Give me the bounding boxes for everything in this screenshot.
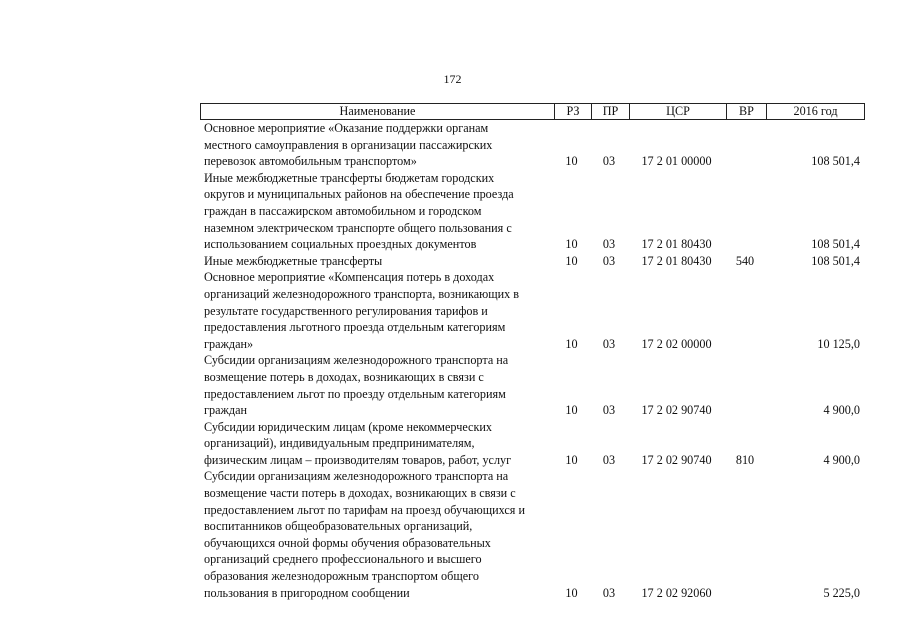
row-rz: 10 (565, 452, 578, 467)
row-name: Основное мероприятие «Оказание поддержки органам местного самоуправления в организации пассажирских перевозок автомобильным транспортом» (204, 121, 493, 169)
row-vr: 540 (735, 253, 755, 268)
row-rz: 10 (565, 253, 578, 268)
header-pr: ПР (591, 104, 629, 119)
row-name: Иные межбюджетные трансферты (204, 253, 383, 268)
table-row (200, 170, 865, 253)
header-vr: ВР (726, 104, 766, 119)
header-csr: ЦСР (629, 104, 726, 119)
row-name: Субсидии организациям железнодорожного транспорта на возмещение потерь в доходах, возникающих в связи с предоставлением льгот по проезду отдельным категориям граждан (204, 353, 509, 418)
row-pr: 03 (602, 585, 616, 600)
table-header (200, 103, 865, 120)
row-pr: 03 (602, 237, 616, 252)
row-name: Субсидии организациям железнодорожного транспорта на возмещение части потерь в доходах, возникающих в связи с предоставлением льгот по тарифам на проезд обучающихся и воспитанников общеобразовательных организаций, обучающихся очной формы обучения образовательных организаций среднего профессионального и высшего образования железнодорожным транспортом общего пользования в пригородном сообщении (204, 469, 525, 600)
row-csr: 17 2 02 92060 (641, 585, 712, 600)
page-number: 172 (443, 72, 462, 86)
row-rz: 10 (565, 403, 578, 418)
row-name: Субсидии юридическим лицам (кроме некоммерческих организаций), индивидуальным предпринимателям, физическим лицам – производителям товаров, работ, услуг (204, 419, 512, 467)
table-row (200, 253, 865, 270)
row-vr: 810 (735, 452, 755, 467)
row-csr: 17 2 01 00000 (641, 154, 712, 169)
row-name: Иные межбюджетные трансферты бюджетам городских округов и муниципальных районов на обеспечение проезда граждан в пассажирском автомобильном и городском наземном электрическом транспорте общего пользования с использованием социальных проездных документов (204, 170, 514, 252)
row-name: Основное мероприятие «Компенсация потерь в доходах организаций железнодорожного транспорта, возникающих в результате государственного регулирования тарифов и предоставления льготного проезда отдельным категориям граждан» (204, 270, 520, 351)
table-row (200, 468, 865, 601)
row-amount: 10 125,0 (817, 336, 860, 351)
row-amount: 108 501,4 (811, 253, 860, 268)
row-amount: 108 501,4 (811, 154, 860, 169)
header-name: Наименование (339, 104, 416, 118)
row-pr: 03 (602, 403, 616, 418)
table-row (200, 120, 865, 170)
row-csr: 17 2 02 90740 (641, 403, 712, 418)
row-csr: 17 2 01 80430 (641, 237, 712, 252)
row-rz: 10 (565, 154, 578, 169)
row-amount: 5 225,0 (823, 585, 860, 600)
row-amount: 108 501,4 (811, 237, 860, 252)
row-csr: 17 2 02 90740 (641, 452, 712, 467)
row-amount: 4 900,0 (823, 452, 860, 467)
row-pr: 03 (602, 253, 616, 268)
row-csr: 17 2 01 80430 (641, 253, 712, 268)
row-pr: 03 (602, 154, 616, 169)
row-amount: 4 900,0 (823, 403, 860, 418)
row-rz: 10 (565, 237, 578, 252)
table-row (200, 352, 865, 418)
row-rz: 10 (565, 585, 578, 600)
row-csr: 17 2 02 00000 (641, 336, 712, 351)
header-year: 2016 год (766, 104, 864, 119)
table-body (200, 120, 865, 601)
row-pr: 03 (602, 452, 616, 467)
header-rz: РЗ (554, 104, 591, 119)
budget-table (200, 103, 865, 601)
table-row (200, 269, 865, 352)
row-rz: 10 (565, 336, 578, 351)
table-row (200, 419, 865, 469)
row-pr: 03 (602, 336, 616, 351)
